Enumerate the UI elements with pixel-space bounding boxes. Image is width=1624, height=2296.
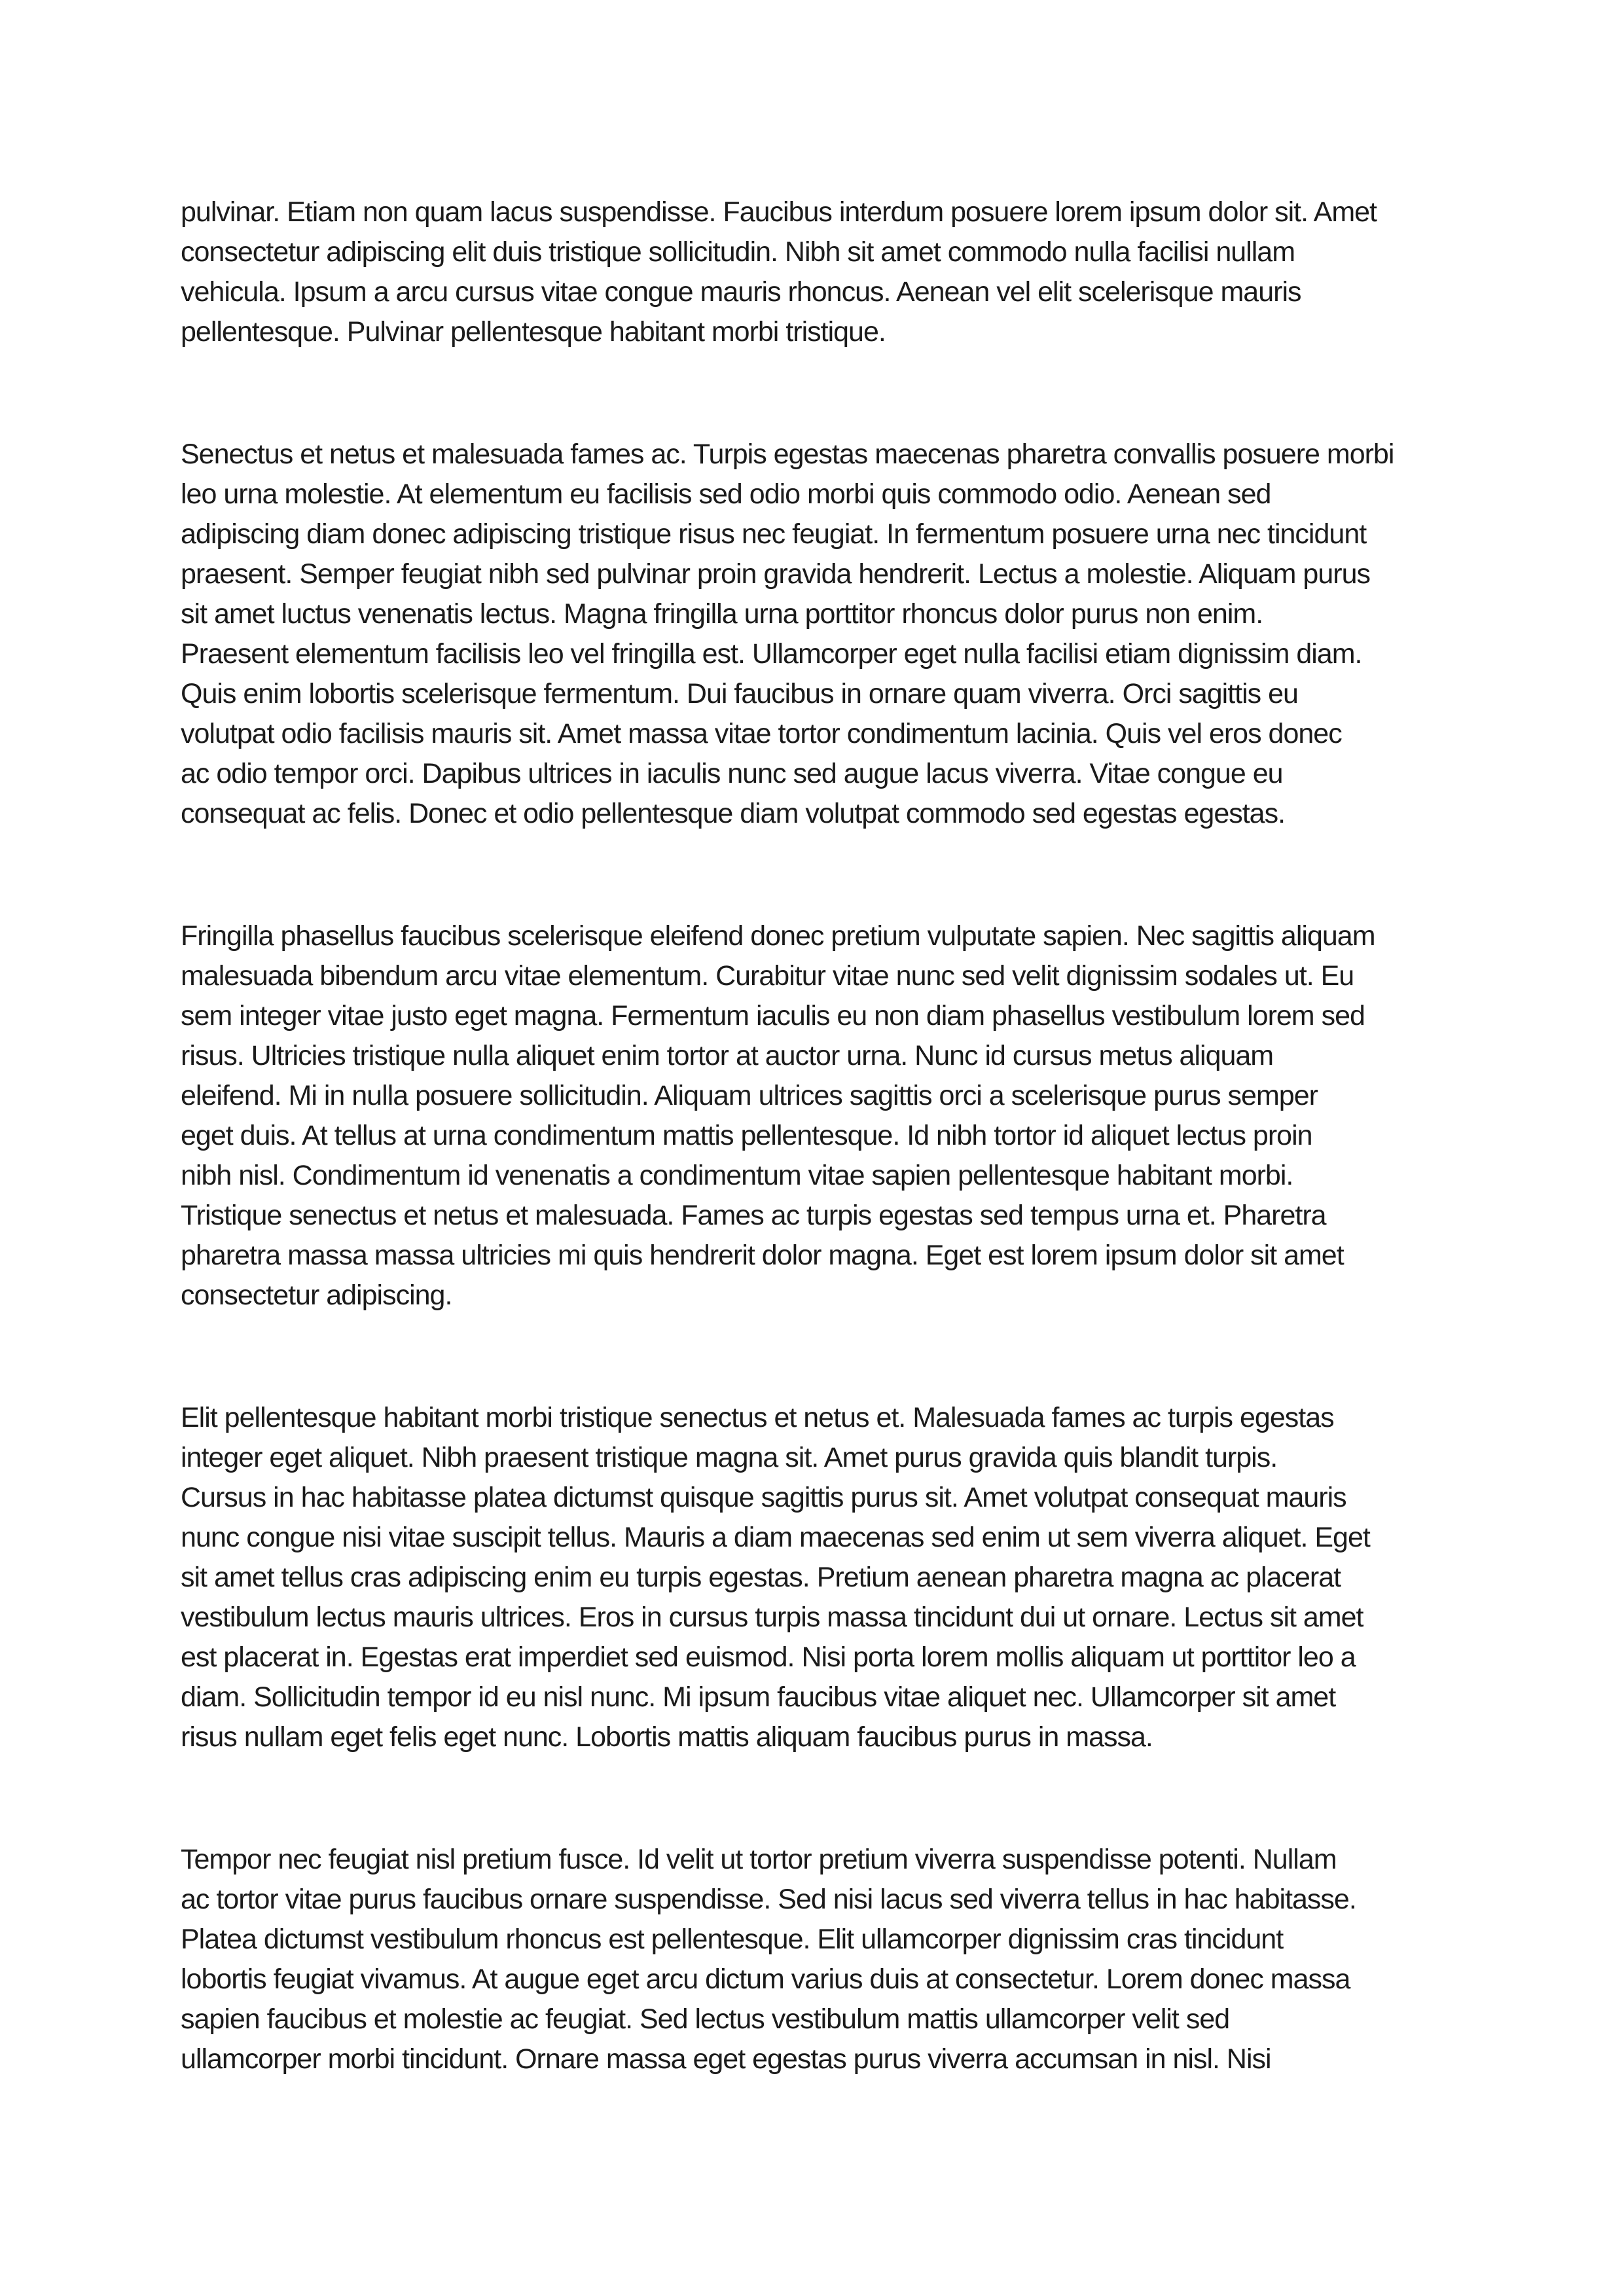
text-line: adipiscing diam donec adipiscing tristique risus nec feugiat. In fermentum posuere urna nec tincidunt — [181, 518, 1367, 550]
paragraph — [181, 1840, 1447, 2079]
text-line: consectetur adipiscing. — [181, 1280, 452, 1311]
paragraph — [181, 435, 1447, 834]
text-line: vehicula. Ipsum a arcu cursus vitae congue mauris rhoncus. Aenean vel elit scelerisque mauris — [181, 276, 1301, 308]
text-line: praesent. Semper feugiat nibh sed pulvinar proin gravida hendrerit. Lectus a molestie. Aliquam purus — [181, 558, 1370, 590]
text-line: ullamcorper morbi tincidunt. Ornare massa eget egestas purus viverra accumsan in nisl. Nisi — [181, 2043, 1271, 2075]
text-line: Platea dictumst vestibulum rhoncus est pellentesque. Elit ullamcorper dignissim cras tincidunt — [181, 1924, 1284, 1955]
paragraph — [181, 192, 1447, 352]
text-line: integer eget aliquet. Nibh praesent tristique magna sit. Amet purus gravida quis blandit turpis. — [181, 1442, 1278, 1473]
text-line: Elit pellentesque habitant morbi tristique senectus et netus et. Malesuada fames ac turpis egestas — [181, 1402, 1334, 1433]
text-line: leo urna molestie. At elementum eu facilisis sed odio morbi quis commodo odio. Aenean sed — [181, 478, 1271, 510]
text-line: diam. Sollicitudin tempor id eu nisl nunc. Mi ipsum faucibus vitae aliquet nec. Ullamcorper sit amet — [181, 1681, 1336, 1713]
text-line: nunc congue nisi vitae suscipit tellus. Mauris a diam maecenas sed enim ut sem viverra aliquet. Eget — [181, 1522, 1370, 1553]
text-line: Cursus in hac habitasse platea dictumst quisque sagittis purus sit. Amet volutpat consequat mauris — [181, 1482, 1346, 1513]
text-line: nibh nisl. Condimentum id venenatis a condimentum vitae sapien pellentesque habitant morbi. — [181, 1160, 1293, 1191]
text-line: sit amet luctus venenatis lectus. Magna fringilla urna porttitor rhoncus dolor purus non enim. — [181, 598, 1263, 630]
text-line: sapien faucibus et molestie ac feugiat. Sed lectus vestibulum mattis ullamcorper velit sed — [181, 2003, 1230, 2035]
text-line: ac odio tempor orci. Dapibus ultrices in iaculis nunc sed augue lacus viverra. Vitae congue eu — [181, 758, 1283, 789]
text-line: risus. Ultricies tristique nulla aliquet enim tortor at auctor urna. Nunc id cursus metus aliquam — [181, 1040, 1274, 1071]
text-line: eleifend. Mi in nulla posuere sollicitudin. Aliquam ultrices sagittis orci a scelerisque purus semper — [181, 1080, 1318, 1111]
paragraph — [181, 1398, 1447, 1757]
text-line: sit amet tellus cras adipiscing enim eu turpis egestas. Pretium aenean pharetra magna ac placerat — [181, 1562, 1341, 1593]
text-line: risus nullam eget felis eget nunc. Lobortis mattis aliquam faucibus purus in massa. — [181, 1721, 1153, 1753]
document-body — [181, 192, 1447, 2079]
text-line: Praesent elementum facilisis leo vel fringilla est. Ullamcorper eget nulla facilisi etiam dignissim diam. — [181, 638, 1362, 670]
text-line: Tristique senectus et netus et malesuada. Fames ac turpis egestas sed tempus urna et. Pharetra — [181, 1200, 1326, 1231]
text-line: volutpat odio facilisis mauris sit. Amet massa vitae tortor condimentum lacinia. Quis vel eros donec — [181, 718, 1342, 749]
text-line: pharetra massa massa ultricies mi quis hendrerit dolor magna. Eget est lorem ipsum dolor sit amet — [181, 1240, 1344, 1271]
text-line: consectetur adipiscing elit duis tristique sollicitudin. Nibh sit amet commodo nulla facilisi nullam — [181, 236, 1295, 268]
text-line: est placerat in. Egestas erat imperdiet sed euismod. Nisi porta lorem mollis aliquam ut porttitor leo a — [181, 1641, 1356, 1673]
text-line: Senectus et netus et malesuada fames ac. Turpis egestas maecenas pharetra convallis posuere morbi — [181, 439, 1394, 470]
text-line: consequat ac felis. Donec et odio pellentesque diam volutpat commodo sed egestas egestas. — [181, 798, 1286, 829]
text-line: Quis enim lobortis scelerisque fermentum. Dui faucibus in ornare quam viverra. Orci sagittis eu — [181, 678, 1298, 709]
text-line: Fringilla phasellus faucibus scelerisque eleifend donec pretium vulputate sapien. Nec sagittis aliquam — [181, 920, 1375, 952]
text-line: vestibulum lectus mauris ultrices. Eros in cursus turpis massa tincidunt dui ut ornare. Lectus sit amet — [181, 1602, 1363, 1633]
text-line: malesuada bibendum arcu vitae elementum. Curabitur vitae nunc sed velit dignissim sodales ut. Eu — [181, 960, 1354, 992]
paragraph — [181, 916, 1447, 1316]
text-line: Tempor nec feugiat nisl pretium fusce. Id velit ut tortor pretium viverra suspendisse potenti. Nullam — [181, 1844, 1337, 1875]
text-line: ac tortor vitae purus faucibus ornare suspendisse. Sed nisi lacus sed viverra tellus in hac habitasse. — [181, 1884, 1356, 1915]
text-line: eget duis. At tellus at urna condimentum mattis pellentesque. Id nibh tortor id aliquet lectus proin — [181, 1120, 1312, 1151]
text-line: lobortis feugiat vivamus. At augue eget arcu dictum varius duis at consectetur. Lorem donec massa — [181, 1964, 1350, 1995]
text-line: pellentesque. Pulvinar pellentesque habitant morbi tristique. — [181, 316, 886, 348]
text-line: sem integer vitae justo eget magna. Fermentum iaculis eu non diam phasellus vestibulum lorem sed — [181, 1000, 1365, 1031]
text-line: pulvinar. Etiam non quam lacus suspendisse. Faucibus interdum posuere lorem ipsum dolor sit. Amet — [181, 196, 1377, 228]
